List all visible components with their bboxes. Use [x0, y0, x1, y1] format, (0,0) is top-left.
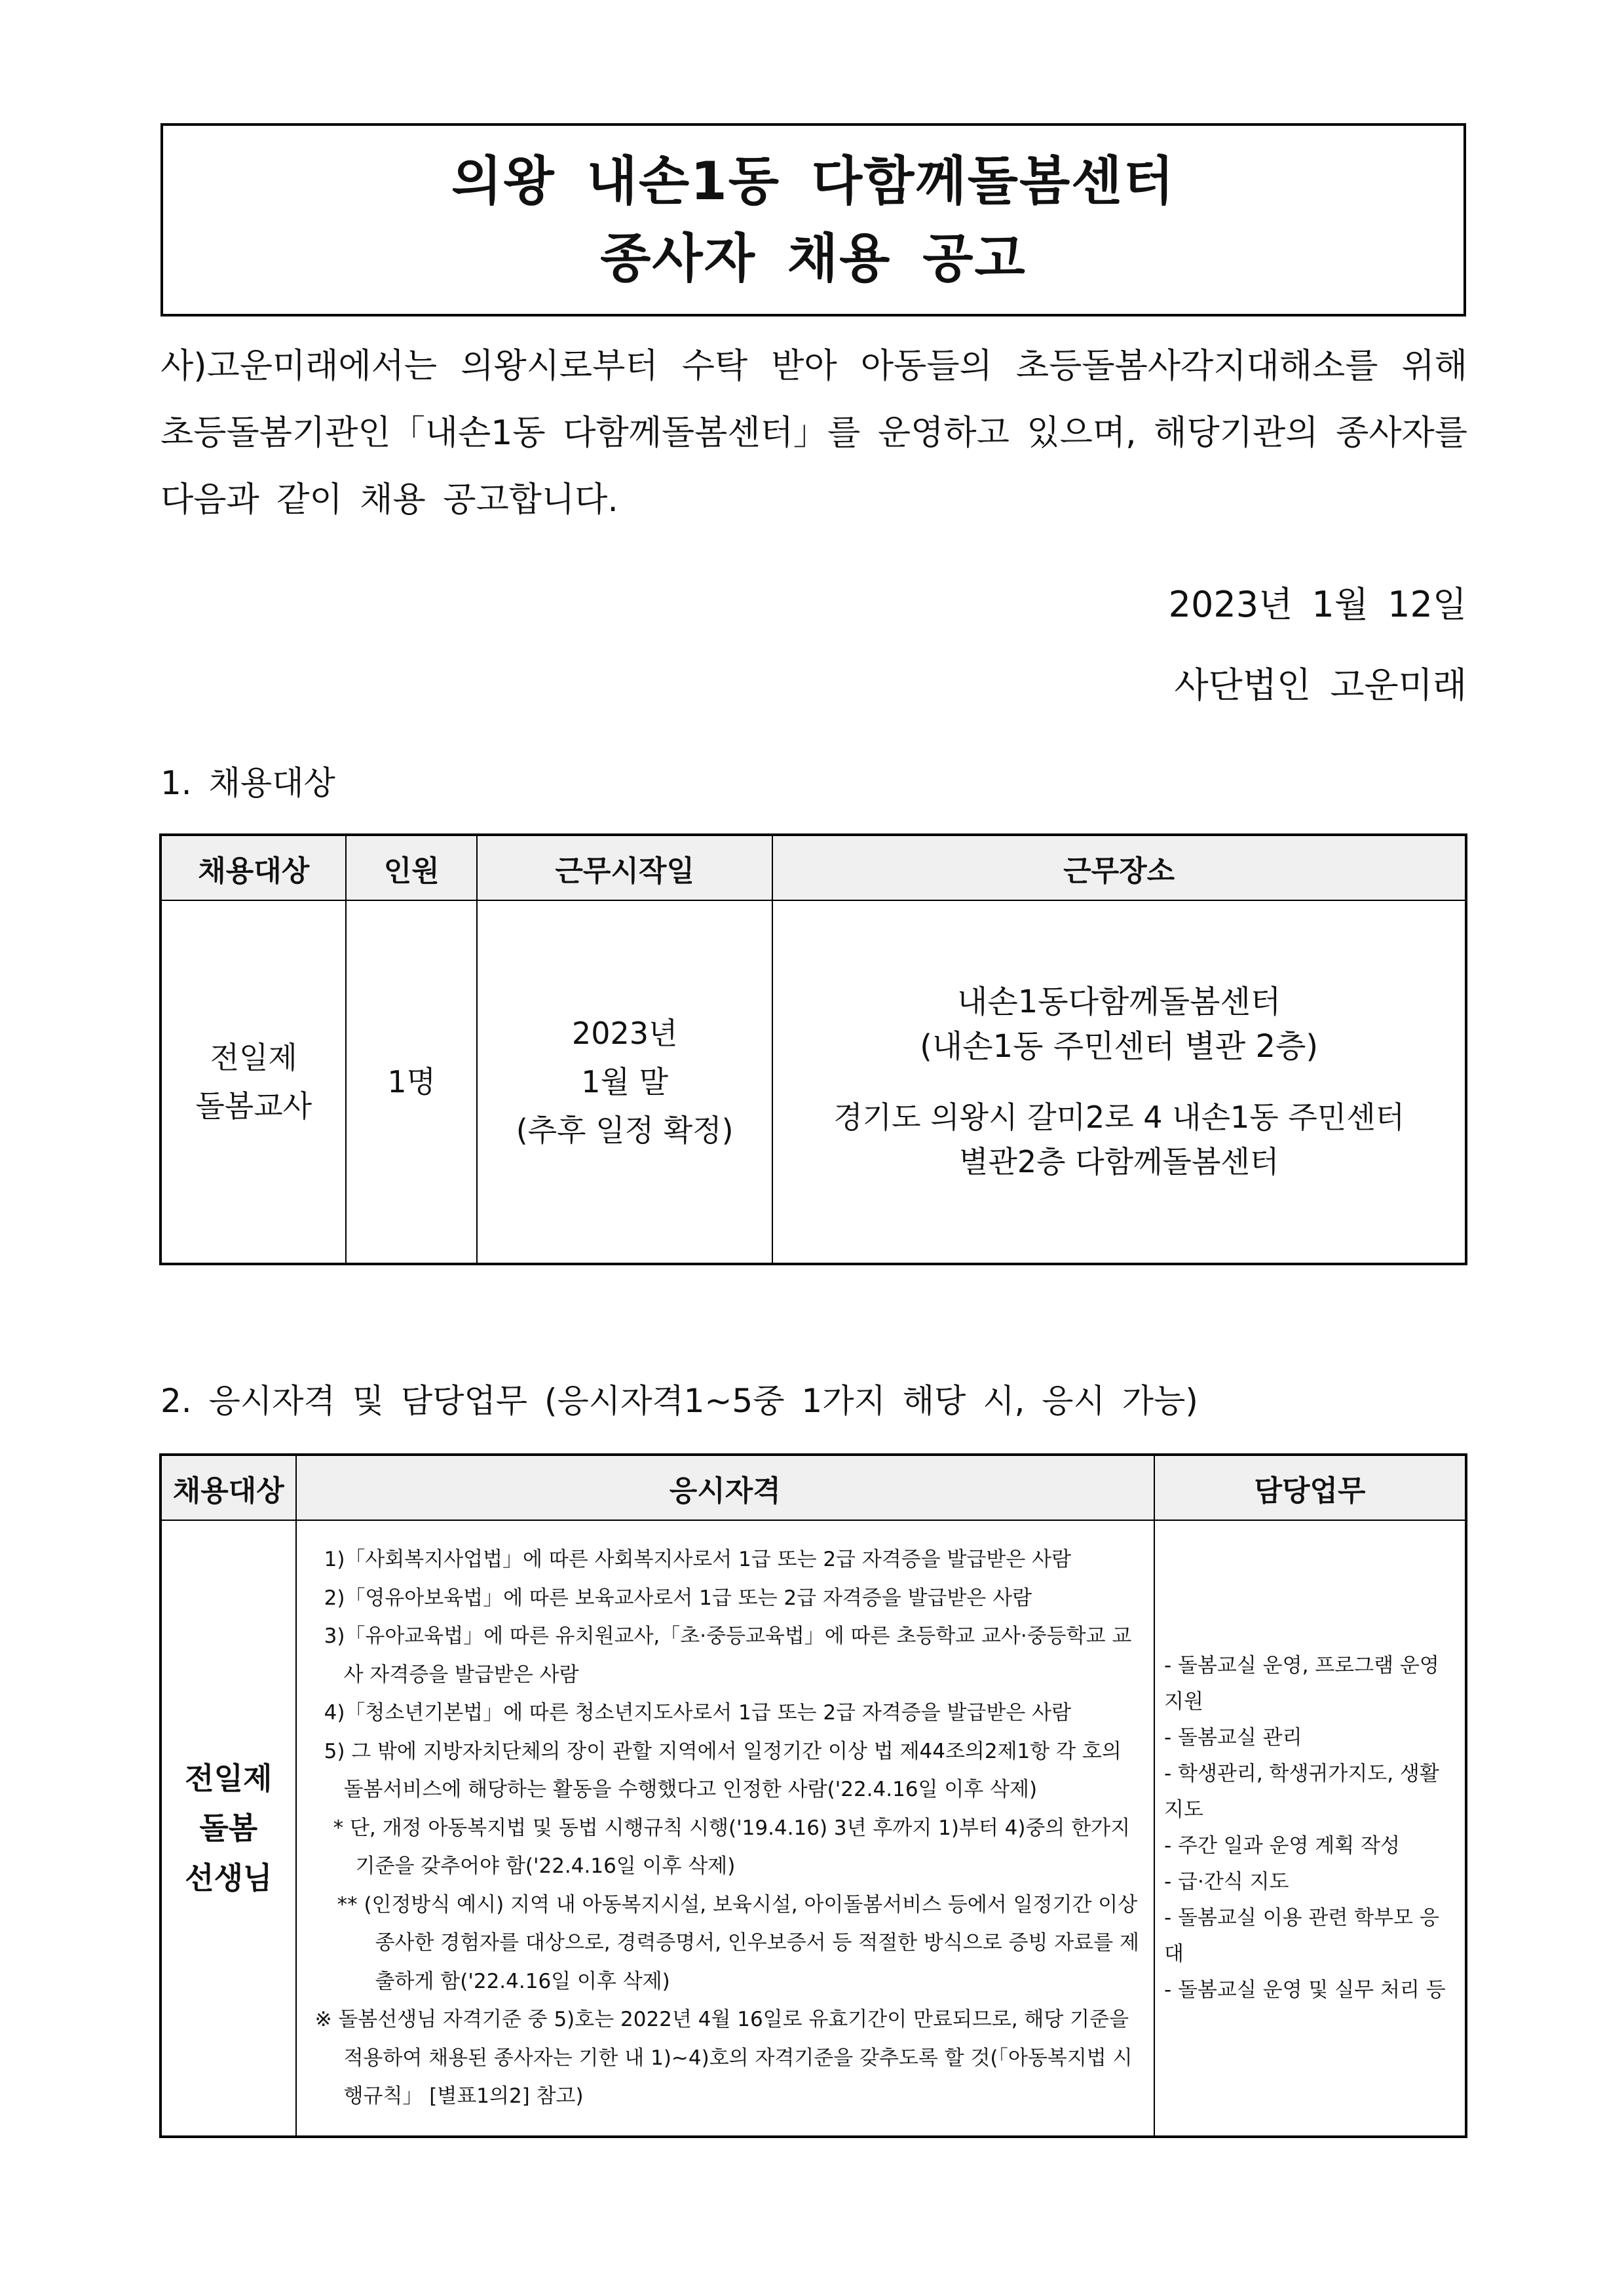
- header-workplace: 근무장소: [772, 835, 1466, 900]
- table-header-row: [161, 1455, 1466, 1520]
- table-header-row: [161, 835, 1466, 900]
- duty-item: - 급·간식 지도: [1164, 1869, 1289, 1894]
- start-line-3: (추후 일정 확정): [516, 1113, 734, 1148]
- qualification-item-4: 4)「청소년기본법」에 따른 청소년지도사로서 1급 또는 2급 자격증을 발급받은 사람: [324, 1701, 1072, 1725]
- start-line-1: 2023년: [571, 1016, 678, 1051]
- place-name-line-1: 내손1동다함께돌봄센터: [957, 984, 1281, 1020]
- cell-target: [161, 1520, 296, 2137]
- header-duties: 담당업무: [1154, 1455, 1466, 1520]
- target-line-1: 전일제: [210, 1040, 297, 1075]
- cell-duties: [1154, 1520, 1466, 2137]
- duty-item: - 돌봄교실 관리: [1164, 1725, 1302, 1750]
- place-address: [774, 1095, 1464, 1184]
- header-count: 인원: [346, 835, 477, 900]
- cell-count: 1명: [346, 900, 477, 1264]
- qualification-item-2: 2)「영유아보육법」에 따른 보육교사로서 1급 또는 2급 자격증을 발급받은 사람: [324, 1586, 1032, 1610]
- header-qualifications: 응시자격: [296, 1455, 1154, 1520]
- cell-workplace: [772, 900, 1466, 1264]
- section-1-heading: 1. 채용대상: [161, 764, 335, 802]
- title-box: [161, 123, 1466, 316]
- header-target: 채용대상: [161, 1455, 296, 1520]
- note-star: * 단, 개정 아동복지법 및 동법 시행규칙 시행('19.4.16) 3년 후까지 1)부터 4)중의 한가지 기준을 갖추어야 함('22.4.16일 이후 삭제): [333, 1816, 1131, 1878]
- section-2-heading: 2. 응시자격 및 담당업무 (응시자격1~5중 1가지 해당 시, 응시 가능): [161, 1382, 1198, 1420]
- cell-qualifications: [296, 1520, 1154, 2137]
- duty-item: - 학생관리, 학생귀가지도, 생활지도: [1164, 1761, 1439, 1822]
- table-row: [161, 900, 1466, 1264]
- header-start-date: 근무시작일: [477, 835, 772, 900]
- note-double-star: ** (인정방식 예시) 지역 내 아동복지시설, 보육시설, 아이돌봄서비스 등에서 일정기간 이상 종사한 경험자를 대상으로, 경력증명서, 인우보증서 등 적절한 방식으로 증빙 자료를 제출하게 함('22.4.16일 이후 삭제): [337, 1892, 1139, 1993]
- start-line-2: 1월 말: [581, 1064, 669, 1100]
- note-reference: ※ 돌봄선생님 자격기준 중 5)호는 2022년 4월 16일로 유효기간이 만료되므로, 해당 기준을 적용하여 채용된 종사자는 기한 내 1)~4)호의 자격기준을 갖추도록 할 것(「아동복지법 시행규칙」 [별표1의2] 참고): [314, 2008, 1133, 2108]
- qualification-item-3: 3)「유아교육법」에 따른 유치원교사,「초·중등교육법」에 따른 초등학교 교사·중등학교 교사 자격증을 발급받은 사람: [324, 1624, 1132, 1687]
- qualification-item-1: 1)「사회복지사업법」에 따른 사회복지사로서 1급 또는 2급 자격증을 발급받은 사람: [324, 1548, 1072, 1571]
- organization-name: 사단법인 고운미래: [1174, 664, 1467, 706]
- recruitment-target-table: [159, 833, 1467, 1265]
- cell-start-date: [477, 900, 772, 1264]
- intro-paragraph: 사)고운미래에서는 의왕시로부터 수탁 받아 아동들의 초등돌봄사각지대해소를 위해 초등돌봄기관인「내손1동 다함께돌봄센터」를 운영하고 있으며, 해당기관의 종사자를 다음과 같이 채용 공고합니다.: [161, 347, 1467, 520]
- qualification-duty-table: [159, 1453, 1467, 2138]
- qualification-item-5: 5) 그 밖에 지방자치단체의 장이 관할 지역에서 일정기간 이상 법 제44조의2제1항 각 호의 돌봄서비스에 해당하는 활동을 수행했다고 인정한 사람('22.4.16일 이후 삭제): [324, 1739, 1122, 1801]
- title-line-2: 종사자 채용 공고: [600, 227, 1027, 289]
- header-target: 채용대상: [161, 835, 346, 900]
- title-line-1: 의왕 내손1동 다함께돌봄센터: [451, 150, 1175, 212]
- target-line-1: 전일제: [185, 1760, 273, 1796]
- duty-item: - 주간 일과 운영 계획 작성: [1164, 1833, 1400, 1858]
- duty-item: - 돌봄교실 운영 및 실무 처리 등: [1164, 1978, 1446, 2002]
- notice-date: 2023년 1월 12일: [1168, 584, 1467, 625]
- duty-item: - 돌봄교실 이용 관련 학부모 응대: [1164, 1905, 1439, 1966]
- target-line-3: 선생님: [185, 1860, 273, 1896]
- table-row: [161, 1520, 1466, 2137]
- address-line-1: 경기도 의왕시 갈미2로 4 내손1동 주민센터: [833, 1100, 1405, 1135]
- cell-target: [161, 900, 346, 1264]
- target-line-2: 돌봄교사: [195, 1088, 312, 1124]
- duty-item: - 돌봄교실 운영, 프로그램 운영 지원: [1164, 1653, 1439, 1713]
- place-name-line-2: (내손1동 주민센터 별관 2층): [920, 1028, 1319, 1065]
- address-line-2: 별관2층 다함께돌봄센터: [959, 1144, 1279, 1179]
- target-line-2: 돌봄: [199, 1810, 258, 1846]
